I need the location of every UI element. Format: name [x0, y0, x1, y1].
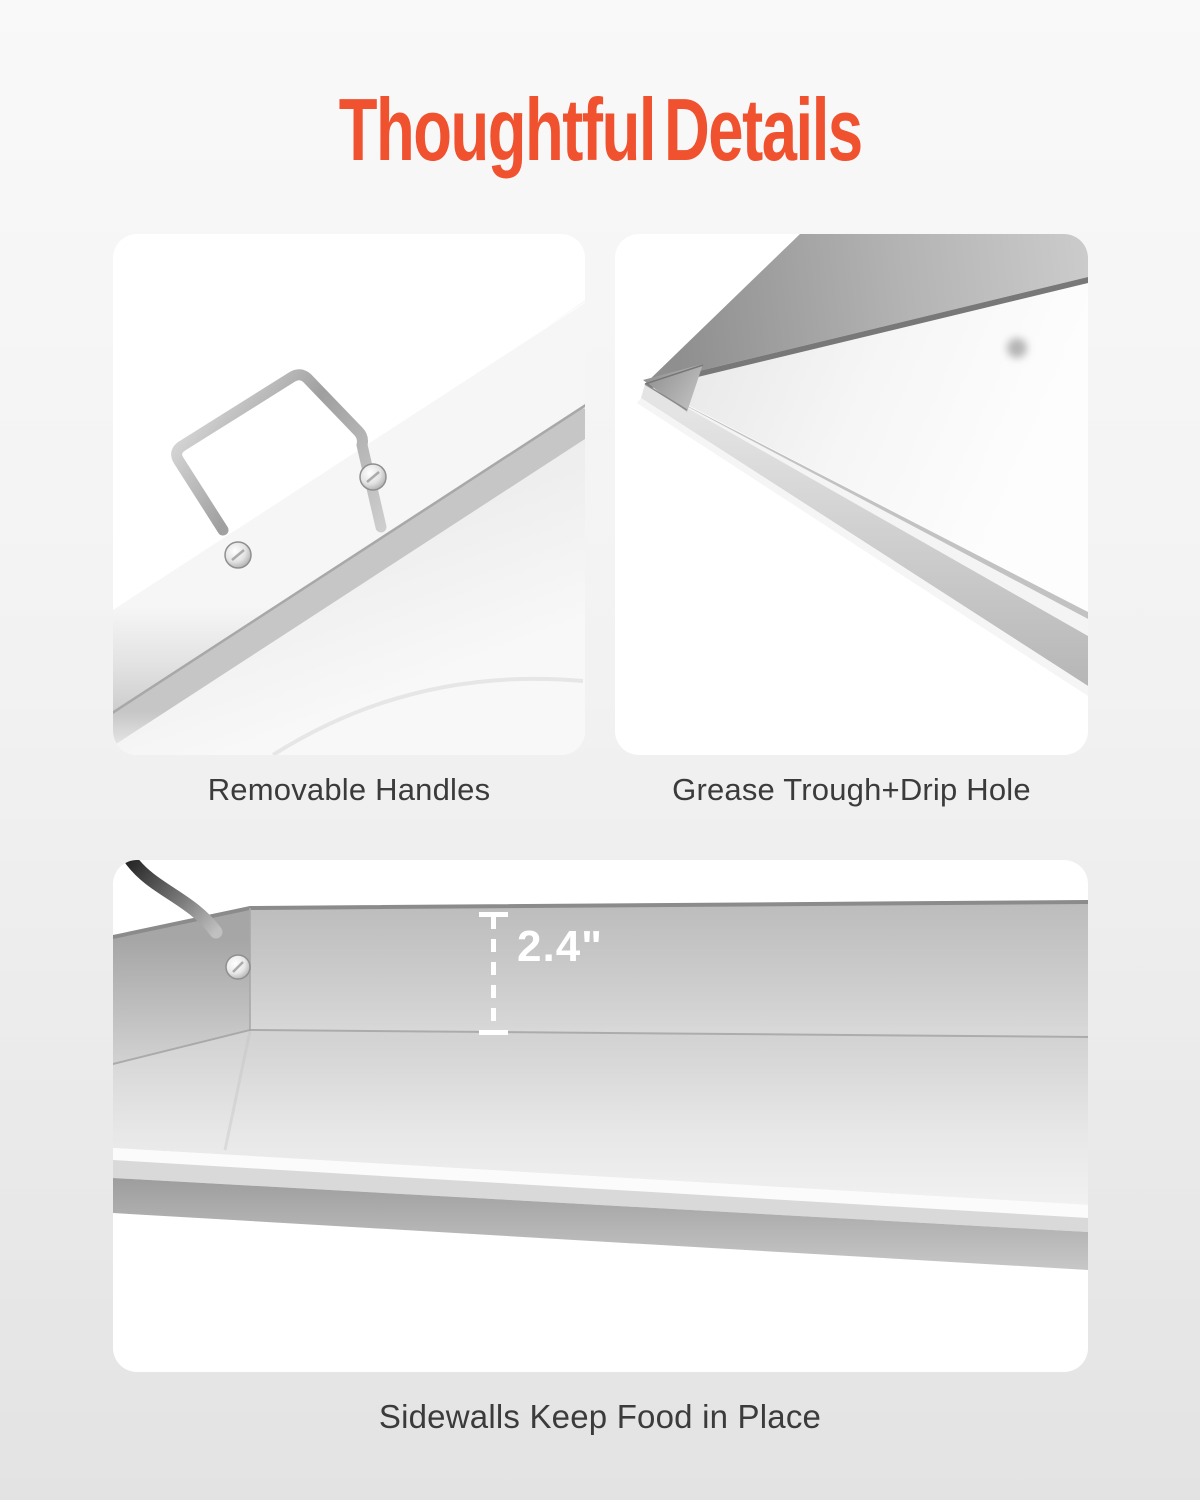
page-title-text: Thoughtful Details [338, 80, 862, 179]
handle-screw [360, 464, 386, 490]
handle-screw [226, 955, 250, 979]
page-title [0, 80, 1200, 179]
feature-card-removable-handles [113, 234, 585, 755]
removable-handles-photo [113, 234, 585, 755]
feature-caption-removable-handles: Removable Handles [207, 772, 491, 807]
measurement-dashed-line [491, 916, 496, 1032]
feature-card-grease-trough [615, 234, 1088, 755]
feature-caption-grease-trough: Grease Trough+Drip Hole [672, 772, 1031, 807]
handle-screw [225, 542, 251, 568]
grease-trough-photo [615, 234, 1088, 755]
feature-caption-sidewalls: Sidewalls Keep Food in Place [378, 1398, 822, 1435]
measurement-cap-bottom [479, 1030, 508, 1035]
sidewall-height-label: 2.4" [517, 922, 604, 971]
back-sidewall [250, 902, 1088, 1038]
wire-handle [131, 860, 216, 932]
feature-card-sidewalls [113, 860, 1088, 1372]
drip-hole [1007, 338, 1027, 358]
